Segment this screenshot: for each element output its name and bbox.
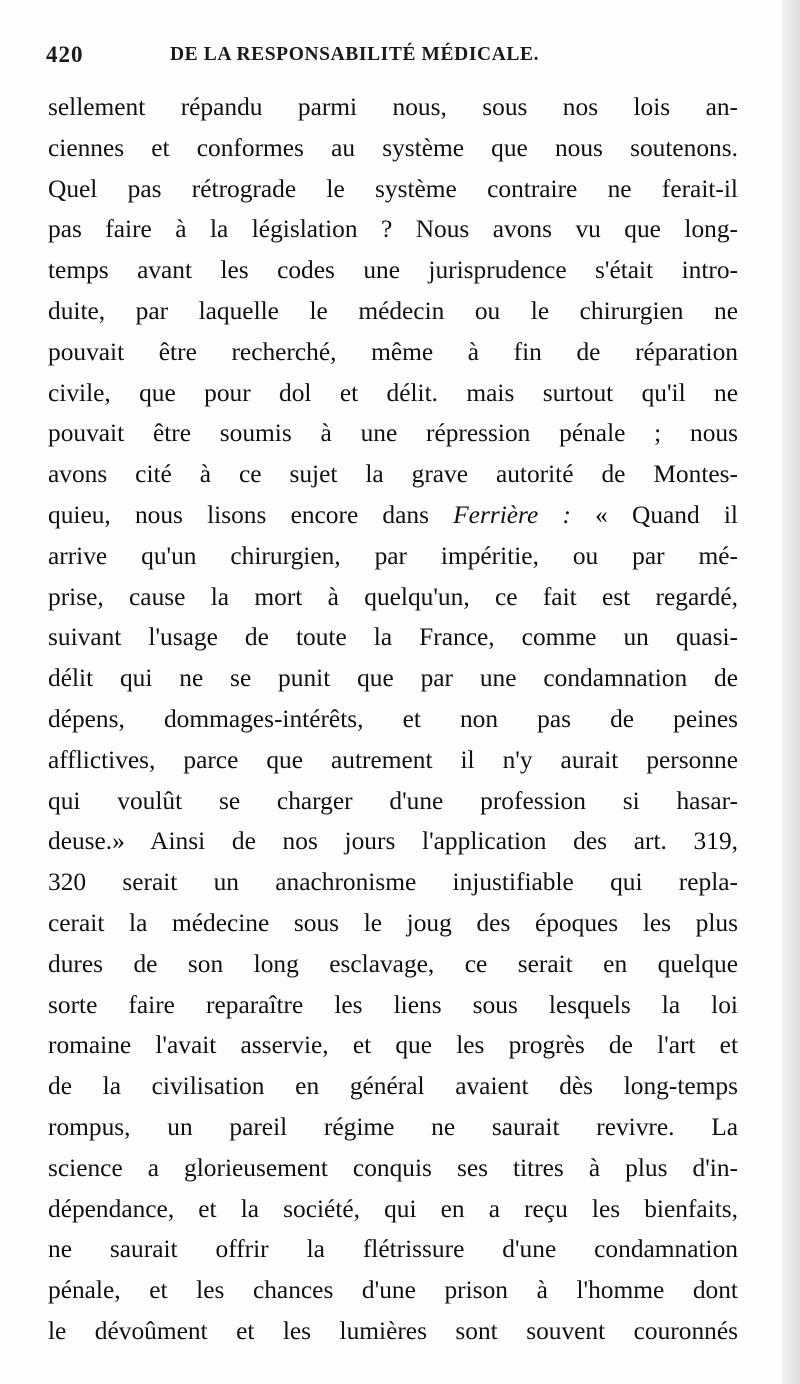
running-title: DE LA RESPONSABILITÉ MÉDICALE. [170,44,540,65]
text-line: deuse.» Ainsi de nos jours l'application des art. 319, [48,827,738,856]
text-line: ne saurait offrir la flétrissure d'une condamnation [48,1235,738,1264]
text-line: 320 serait un anachronisme injustifiable qui repla- [48,868,738,897]
body-text [48,87,738,1352]
text-line: avons cité à ce sujet la grave autorité de Montes- [48,460,738,489]
text-line: sellement répandu parmi nous, sous nos lois an- [48,93,738,121]
text-line: temps avant les codes une jurisprudence s'était intro- [48,256,738,285]
text-line: science a glorieusement conquis ses titres à plus d'in- [48,1153,738,1182]
text-line: duite, par laquelle le médecin ou le chirurgien ne [48,296,738,325]
text-line-with-citation [48,495,738,536]
text-line: rompus, un pareil régime ne saurait revivre. La [48,1112,738,1141]
text-line: qui voulût se charger d'une profession si hasar- [48,786,738,815]
text-line: suivant l'usage de toute la France, comme un quasi- [48,623,738,652]
text-line: romaine l'avait asservie, et que les progrès de l'art et [48,1031,738,1060]
text-line: arrive qu'un chirurgien, par impéritie, ou par mé- [48,541,738,570]
text-line: cerait la médecine sous le joug des époques les plus [48,908,738,937]
text-segment: quieu, nous lisons encore dans [48,500,429,529]
text-line: le dévoûment et les lumières sont souvent couronnés [48,1316,738,1345]
text-line: afflictives, parce que autrement il n'y aurait personne [48,745,738,774]
text-line: dures de son long esclavage, ce serait en quelque [48,949,738,978]
text-line: dépendance, et la société, qui en a reçu les bienfaits, [48,1194,738,1223]
text-line: pouvait être recherché, même à fin de réparation [48,337,738,366]
page-edge-shadow [782,0,800,1384]
text-line: ciennes et conformes au système que nous soutenons. [48,133,738,162]
text-line: pouvait être soumis à une répression pénale ; nous [48,419,738,448]
text-line: pénale, et les chances d'une prison à l'homme dont [48,1276,738,1305]
text-line: civile, que pour dol et délit. mais surtout qu'il ne [48,378,738,407]
text-line: Quel pas rétrograde le système contraire ne ferait-il [48,174,738,203]
text-line: de la civilisation en général avaient dès long-temps [48,1072,738,1101]
text-line: sorte faire reparaître les liens sous lesquels la loi [48,990,738,1019]
italic-reference: Ferrière : [453,500,571,529]
text-line: délit qui ne se punit que par une condamnation de [48,664,738,693]
text-line: prise, cause la mort à quelqu'un, ce fait est regardé, [48,582,738,611]
page-number: 420 [46,42,84,67]
quote-opening: « Quand il [595,500,738,529]
text-line: pas faire à la législation ? Nous avons vu que long- [48,215,738,244]
running-head [46,42,746,78]
text-line: dépens, dommages-intérêts, et non pas de peines [48,704,738,733]
